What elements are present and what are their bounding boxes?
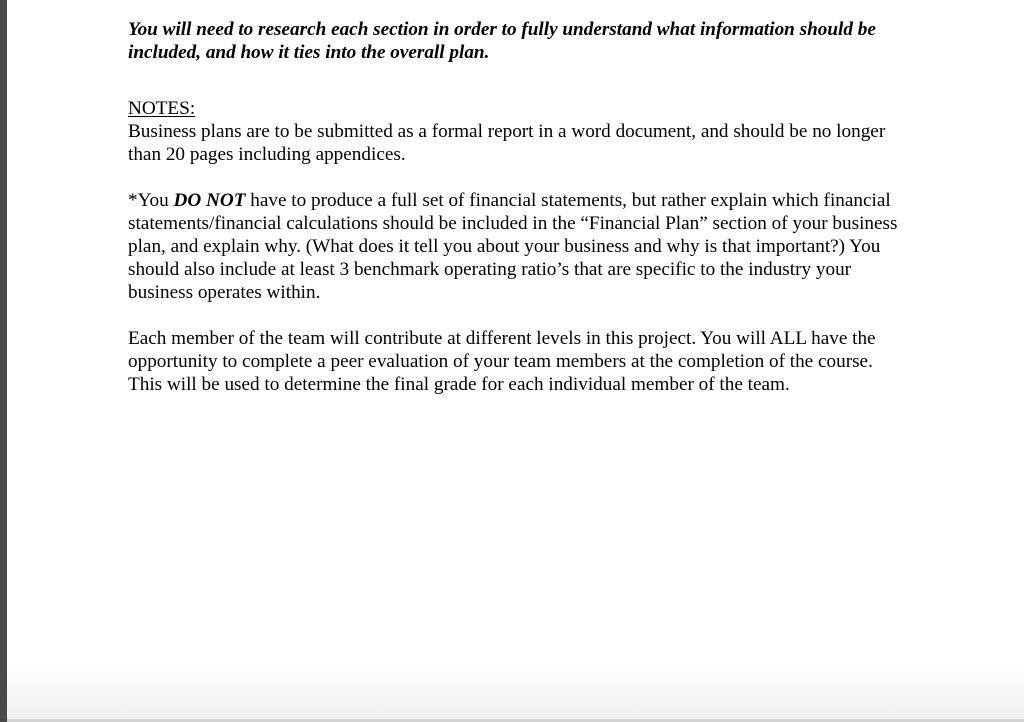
viewer-bottom-fade bbox=[7, 666, 1024, 722]
document-page bbox=[128, 18, 898, 396]
note-body: have to produce a full set of financial statements, but rather explain which financial statements/financial calculations should be included in the “Financial Plan” section of your business plan, and explain why. (What does it tell you about your business and why is that important?) You should also include at least 3 benchmark operating ratio’s that are specific to the industry your business operates within. bbox=[128, 190, 898, 303]
notes-heading: NOTES: bbox=[128, 98, 196, 119]
note-paragraph-financial-statements bbox=[128, 189, 898, 304]
note-paragraph-page-limit: Business plans are to be submitted as a formal report in a word document, and should be no longer than 20 pages including appendices. bbox=[128, 121, 886, 165]
intro-paragraph: You will need to research each section in order to fully understand what information should be included, and how it ties into the overall plan. bbox=[128, 19, 876, 63]
note-emphasis: DO NOT bbox=[173, 190, 246, 211]
viewer-left-edge bbox=[0, 0, 7, 722]
note-paragraph-peer-evaluation: Each member of the team will contribute at different levels in this project. You will ALL have the opportunity to complete a peer evaluation of your team members at the completion of the course. This will be used to determine the final grade for each individual member of the team. bbox=[128, 328, 876, 395]
note-prefix: *You bbox=[128, 190, 174, 211]
